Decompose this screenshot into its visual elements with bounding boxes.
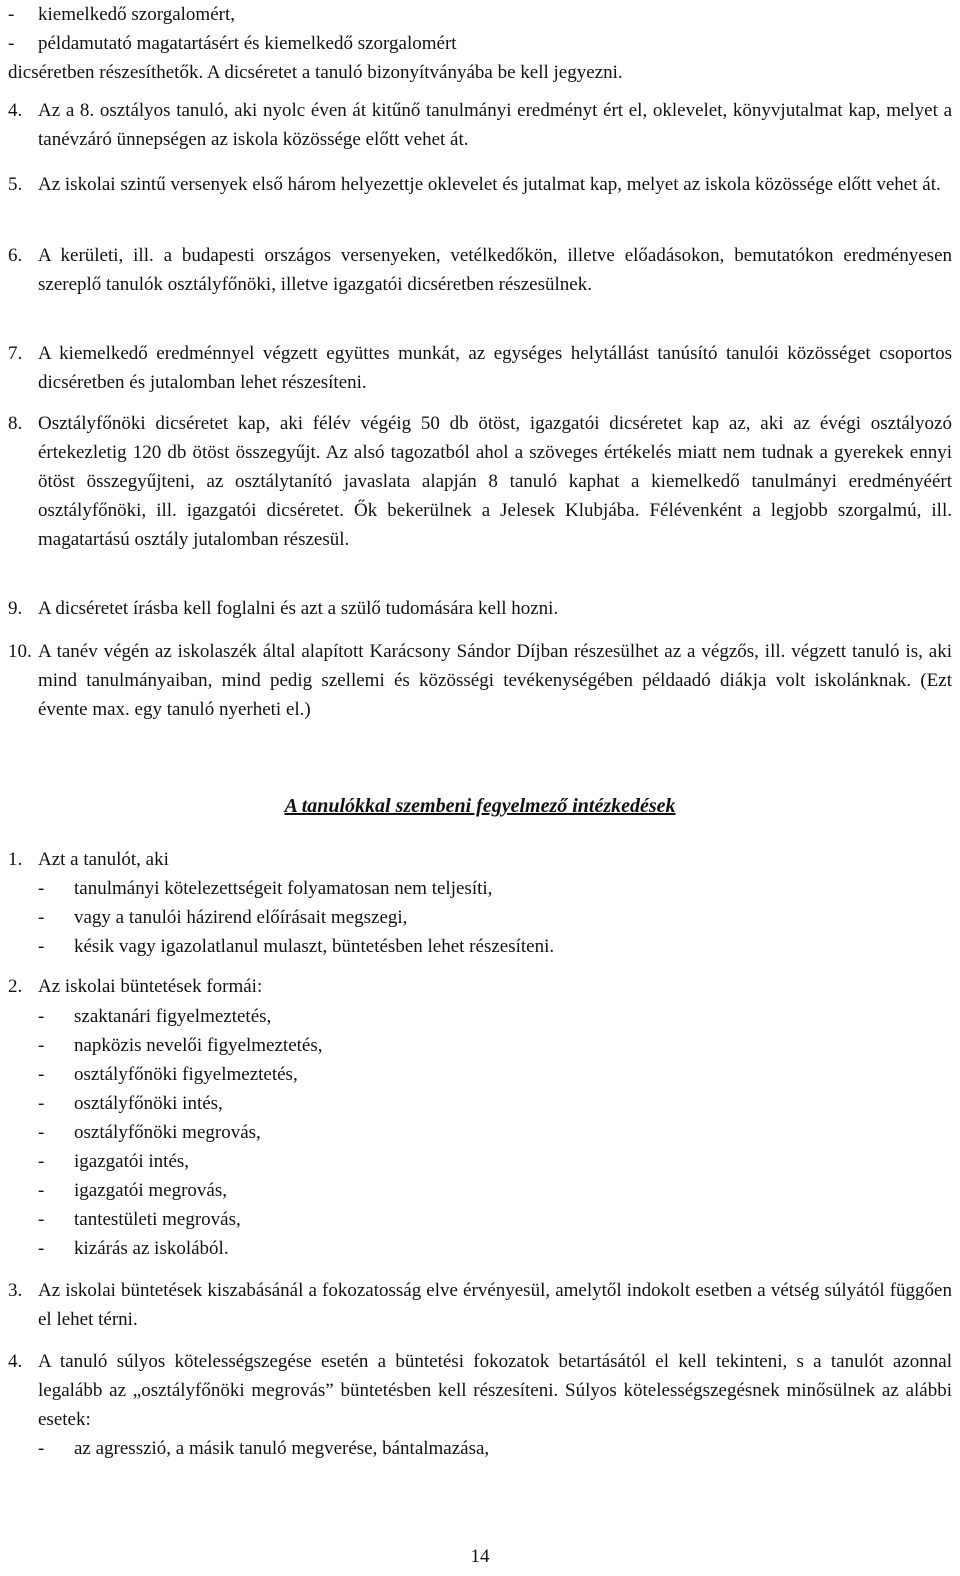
item-number: 8. xyxy=(8,413,23,434)
numbered-item xyxy=(8,339,952,397)
numbered-item xyxy=(8,170,952,199)
item-number: 1. xyxy=(8,849,23,870)
sub-item-text: tantestületi megrovás, xyxy=(74,1209,241,1230)
discipline-item xyxy=(8,1347,952,1434)
sub-item-text: osztályfőnöki intés, xyxy=(74,1093,223,1114)
item-text: Azt a tanulót, aki xyxy=(38,849,169,870)
sub-item xyxy=(38,932,938,961)
dash-marker: - xyxy=(38,936,45,957)
item-text: A kiemelkedő eredménnyel végzett együttes munkát, az egységes helytállást tanúsító tanulói közösséget csoportos dicséretben és jutalomban lehet részesíteni. xyxy=(38,343,952,393)
sub-item-text: szaktanári figyelmeztetés, xyxy=(74,1006,272,1027)
item-number: 9. xyxy=(8,598,23,619)
top-dash-text: példamutató magatartásért és kiemelkedő szorgalomért xyxy=(38,33,457,54)
item-number: 7. xyxy=(8,343,23,364)
sub-item-text: igazgatói megrovás, xyxy=(74,1180,228,1201)
item-text: Az iskolai büntetések kiszabásánál a fokozatosság elve érvényesül, amelytől indokolt esetben a vétség súlyától függően el lehet térni. xyxy=(38,1280,952,1330)
dash-marker: - xyxy=(38,1093,45,1114)
sub-item xyxy=(38,1060,938,1089)
top-dash-text: kiemelkedő szorgalomért, xyxy=(38,4,235,25)
top-dash-item xyxy=(8,29,457,58)
section-heading: A tanulókkal szembeni fegyelmező intézkedések xyxy=(284,795,676,817)
sub-item-text: osztályfőnöki figyelmeztetés, xyxy=(74,1064,298,1085)
sub-list xyxy=(38,1002,938,1263)
numbered-item xyxy=(8,594,952,623)
dash-marker: - xyxy=(38,1438,45,1459)
item-number: 6. xyxy=(8,245,23,266)
item-text: Az iskolai büntetések formái: xyxy=(38,976,263,997)
item-number: 10. xyxy=(8,641,32,662)
discipline-item xyxy=(8,1276,952,1334)
dash-marker: - xyxy=(38,907,45,928)
discipline-item xyxy=(8,972,952,1001)
sub-item xyxy=(38,874,938,903)
sub-item-text: igazgatói intés, xyxy=(74,1151,190,1172)
sub-item xyxy=(38,1434,938,1463)
dash-marker: - xyxy=(38,1238,45,1259)
dash-marker: - xyxy=(38,878,45,899)
item-number: 4. xyxy=(8,1351,23,1372)
dash-marker: - xyxy=(38,1180,45,1201)
sub-item xyxy=(38,1089,938,1118)
numbered-item xyxy=(8,637,952,724)
dash-marker: - xyxy=(38,1006,45,1027)
page-number: 14 xyxy=(470,1546,490,1567)
numbered-item xyxy=(8,96,952,154)
item-text: A tanuló súlyos kötelességszegése esetén a büntetési fokozatok betartásától el kell tekinteni, s a tanulót azonnal legalább az „osztályfőnöki megrovás” büntetésben kell részesíteni. Súlyos kötelességszegésnek minősülnek az alábbi esetek: xyxy=(38,1351,952,1430)
item-number: 3. xyxy=(8,1280,23,1301)
discipline-item xyxy=(8,845,952,874)
sub-item-text: vagy a tanulói házirend előírásait megszegi, xyxy=(74,907,408,928)
item-number: 4. xyxy=(8,100,23,121)
sub-item-text: osztályfőnöki megrovás, xyxy=(74,1122,261,1143)
item-text: Az iskolai szintű versenyek első három helyezettje oklevelet és jutalmat kap, melyet az iskola közössége előtt vehet át. xyxy=(38,174,941,195)
dash-marker: - xyxy=(38,1122,45,1143)
top-dash-item xyxy=(8,0,235,29)
item-text: Az a 8. osztályos tanuló, aki nyolc éven át kitűnő tanulmányi eredményt ért el, oklevelet, könyvjutalmat kap, melyet a tanévzáró ünnepségen az iskola közössége előtt vehet át. xyxy=(38,100,952,150)
sub-item xyxy=(38,1118,938,1147)
dash-marker: - xyxy=(38,1064,45,1085)
dash-marker: - xyxy=(38,1035,45,1056)
item-text: Osztályfőnöki dicséretet kap, aki félév végéig 50 db ötöst, igazgatói dicséretet kap az, aki az évégi osztályozó értekezletig 120 db ötöst összegyűjt. Az alsó tagozatból ahol a szöveges értékelés miatt nem tudnak a gyerekek ennyi ötöst összegyűjteni, az osztálytanító javaslata alapján 8 tanuló kaphat a kiemelkedő tanulmányi eredményéért osztályfőnöki, ill. igazgatói dicséretet. Ők bekerülnek a Jelesek Klubjába. Félévenként a legjobb szorgalmú, ill. magatartású osztály jutalomban részesül. xyxy=(38,413,952,550)
item-number: 2. xyxy=(8,976,23,997)
dash-marker: - xyxy=(8,4,15,25)
dash-marker: - xyxy=(8,33,15,54)
sub-item xyxy=(38,1176,938,1205)
sub-item xyxy=(38,903,938,932)
item-text: A tanév végén az iskolaszék által alapított Karácsony Sándor Díjban részesülhet az a végzős, ill. végzett tanuló is, aki mind tanulmányaiban, mind pedig szellemi és közösségi tevékenységében példaadó diákja volt iskolánknak. (Ezt évente max. egy tanuló nyerheti el.) xyxy=(38,641,952,720)
sub-item-text: tanulmányi kötelezettségeit folyamatosan nem teljesíti, xyxy=(74,878,493,899)
item-number: 5. xyxy=(8,174,23,195)
sub-item-text: az agresszió, a másik tanuló megverése, bántalmazása, xyxy=(74,1438,490,1459)
item-text: A kerületi, ill. a budapesti országos versenyeken, vetélkedőkön, illetve előadásokon, bemutatókon eredményesen szereplő tanulók osztályfőnöki, illetve igazgatói dicséretben részesülnek. xyxy=(38,245,952,295)
item-text: A dicséretet írásba kell foglalni és azt a szülő tudomására kell hozni. xyxy=(38,598,559,619)
sub-item-text: késik vagy igazolatlanul mulaszt, büntetésben lehet részesíteni. xyxy=(74,936,555,957)
numbered-item xyxy=(8,241,952,299)
sub-item xyxy=(38,1147,938,1176)
sub-item xyxy=(38,1234,938,1263)
sub-item xyxy=(38,1031,938,1060)
top-continuation: dicséretben részesíthetők. A dicséretet a tanuló bizonyítványába be kell jegyezni. xyxy=(8,62,623,83)
sub-item-text: napközis nevelői figyelmeztetés, xyxy=(74,1035,323,1056)
sub-list xyxy=(38,874,938,961)
sub-list xyxy=(38,1434,938,1463)
dash-marker: - xyxy=(38,1209,45,1230)
sub-item xyxy=(38,1205,938,1234)
sub-item-text: kizárás az iskolából. xyxy=(74,1238,229,1259)
dash-marker: - xyxy=(38,1151,45,1172)
numbered-item xyxy=(8,409,952,554)
sub-item xyxy=(38,1002,938,1031)
